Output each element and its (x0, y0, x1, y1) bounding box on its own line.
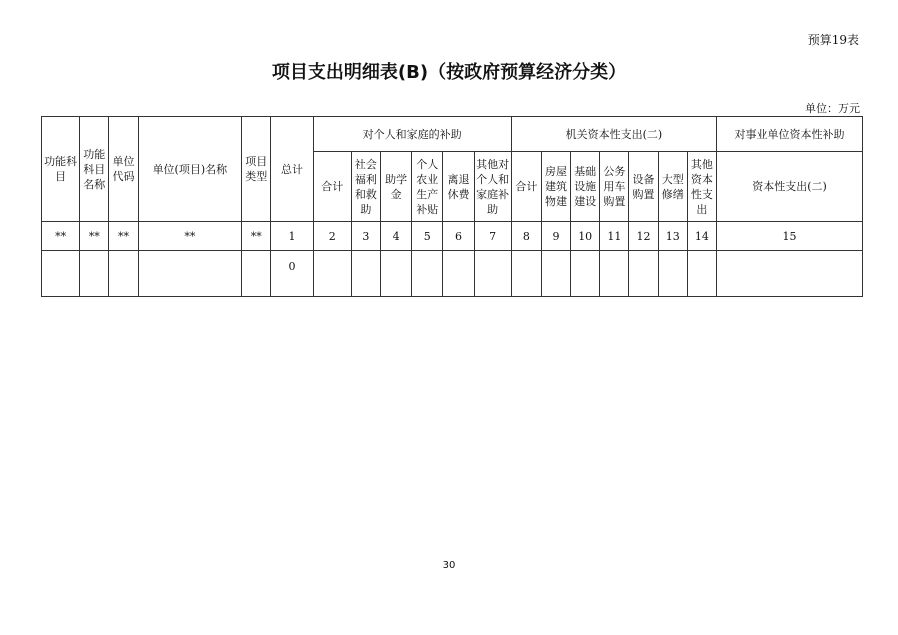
expenditure-table (41, 116, 863, 297)
index-cell: 5 (412, 222, 443, 251)
data-cell (629, 251, 658, 297)
data-cell (380, 251, 411, 297)
index-cell: 15 (717, 222, 863, 251)
table-row (42, 251, 863, 297)
index-cell: ** (242, 222, 271, 251)
sub-header: 社会福利和救助 (351, 152, 380, 222)
index-cell: 1 (271, 222, 313, 251)
form-number: 预算19表 (807, 33, 859, 47)
data-cell (443, 251, 474, 297)
index-cell: 8 (511, 222, 541, 251)
data-cell (571, 251, 600, 297)
data-cell (351, 251, 380, 297)
data-cell (687, 251, 716, 297)
sub-header: 其他资本性支出 (687, 152, 716, 222)
sub-header: 合计 (313, 152, 351, 222)
index-cell: 14 (687, 222, 716, 251)
index-cell: 7 (474, 222, 511, 251)
sub-header: 设备购置 (629, 152, 658, 222)
sub-header: 合计 (511, 152, 541, 222)
group-agency-capital-expenditure: 机关资本性支出(二) (511, 117, 716, 152)
index-cell: 11 (600, 222, 629, 251)
data-cell (313, 251, 351, 297)
index-cell: ** (42, 222, 80, 251)
data-cell (242, 251, 271, 297)
data-cell (109, 251, 138, 297)
data-cell (42, 251, 80, 297)
sub-header: 资本性支出(二) (717, 152, 863, 222)
data-cell (80, 251, 109, 297)
data-cell (474, 251, 511, 297)
header-project-type: 项目类型 (242, 117, 271, 222)
index-cell: ** (80, 222, 109, 251)
data-cell (717, 251, 863, 297)
index-cell: 6 (443, 222, 474, 251)
group-personal-family-subsidy: 对个人和家庭的补助 (313, 117, 511, 152)
unit-label: 单位：万元 (805, 102, 860, 115)
header-function-subject: 功能科目 (42, 117, 80, 222)
data-cell (511, 251, 541, 297)
header-unit-project-name: 单位(项目)名称 (138, 117, 242, 222)
sub-header: 公务用车购置 (600, 152, 629, 222)
sub-header: 其他对个人和家庭补助 (474, 152, 511, 222)
sub-header: 个人农业生产补贴 (412, 152, 443, 222)
index-cell: 13 (658, 222, 687, 251)
data-cell (600, 251, 629, 297)
group-institution-capital-subsidy: 对事业单位资本性补助 (717, 117, 863, 152)
data-cell (541, 251, 570, 297)
index-cell: ** (138, 222, 242, 251)
header-function-subject-name: 功能科目名称 (80, 117, 109, 222)
sub-header: 助学金 (380, 152, 411, 222)
index-cell: 2 (313, 222, 351, 251)
index-cell: 12 (629, 222, 658, 251)
data-cell (658, 251, 687, 297)
page-title: 项目支出明细表(B)（按政府预算经济分类） (271, 62, 627, 83)
sub-header: 离退休费 (443, 152, 474, 222)
index-cell: ** (109, 222, 138, 251)
index-cell: 4 (380, 222, 411, 251)
index-cell: 3 (351, 222, 380, 251)
index-cell: 10 (571, 222, 600, 251)
header-unit-code: 单位代码 (109, 117, 138, 222)
data-cell (138, 251, 242, 297)
index-cell: 9 (541, 222, 570, 251)
sub-header: 大型修缮 (658, 152, 687, 222)
sub-header: 房屋建筑物建 (541, 152, 570, 222)
page-number: 30 (442, 560, 456, 571)
data-cell (412, 251, 443, 297)
header-total: 总计 (271, 117, 313, 222)
index-row (42, 222, 863, 251)
sub-header: 基础设施建设 (571, 152, 600, 222)
data-cell-total: 0 (271, 251, 313, 297)
